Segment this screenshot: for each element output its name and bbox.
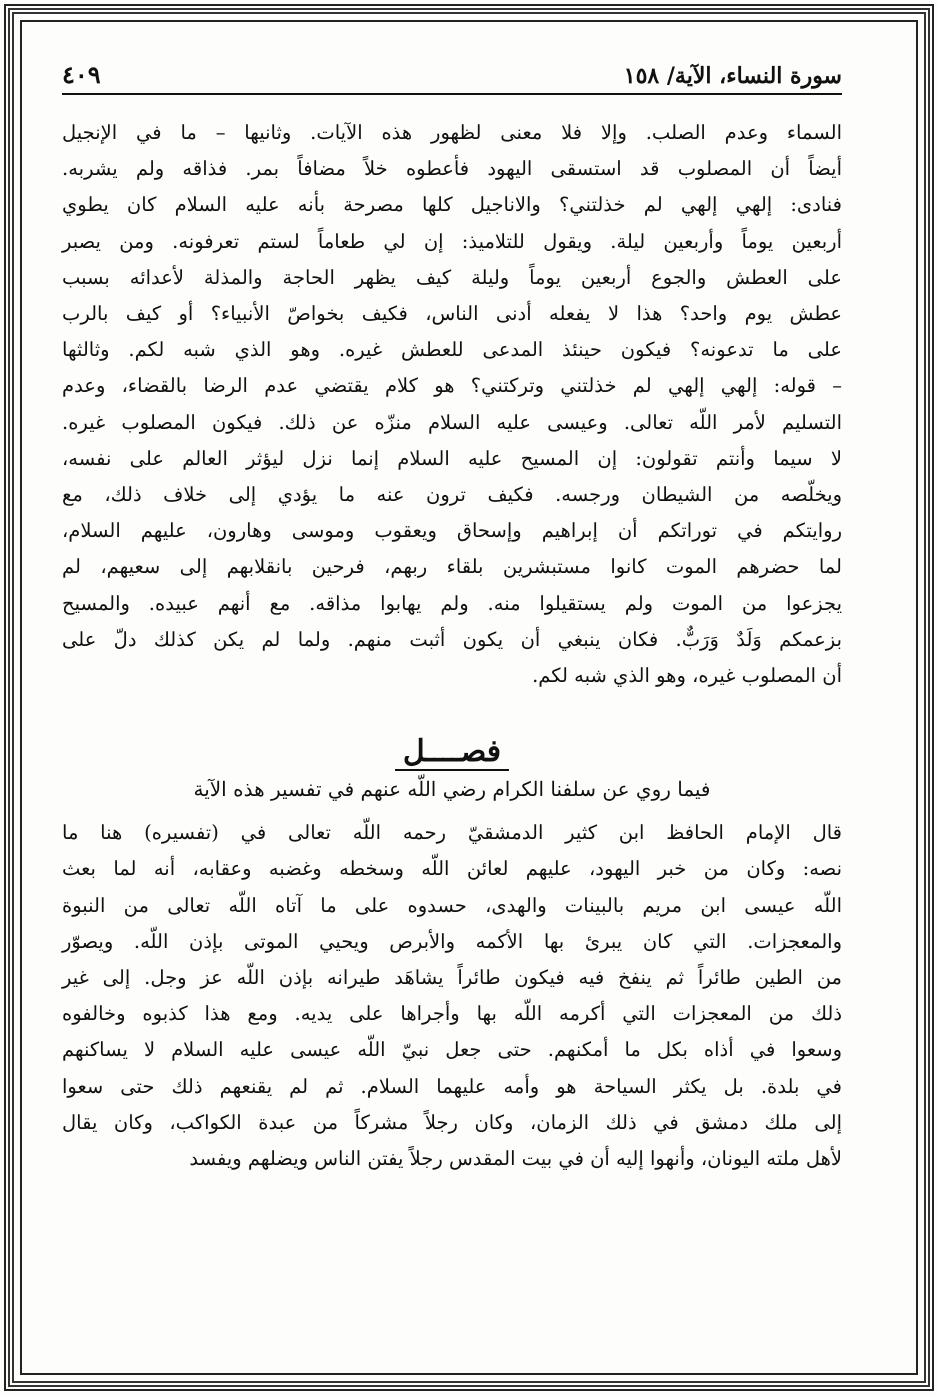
paragraph-2	[62, 815, 842, 1177]
text-line: على العطش والجوع أربعين يوماً وليلة كيف يظهر الحاجة والمذلة لأعدائه بسبب	[62, 265, 842, 289]
text-line: ذلك من المعجزات التي أكرمه اللّه بها وأجراها على يديه. ومع هذا كذبوه وخالفوه	[62, 1002, 842, 1026]
text-line: اللّه عيسى ابن مريم بالبينات والهدى، حسدوه على ما آتاه اللّه تعالى من النبوة	[62, 893, 842, 917]
text-line: بزعمكم وَلَدٌ وَرَبٌّ. فكان ينبغي أن يكون أثبت منهم. ولما لم يكن كذلك دلّ على	[62, 627, 842, 651]
text-line: لأهل ملته اليونان، وأنهوا إليه أن في بيت المقدس رجلاً يفتن الناس ويضلهم ويفسد	[189, 1147, 842, 1171]
text-line: ويخلّصه من الشيطان ورجسه. فكيف ترون عنه ما يؤدي إلى خلاف ذلك، مع	[62, 483, 842, 507]
text-line: يجزعوا من الموت ولم يستقيلوا منه. ولم يهابوا مذاقه. مع أنهم عبيده. والمسيح	[62, 591, 842, 615]
section-title-text: فصــــل	[395, 734, 509, 771]
running-header-title: سورة النساء، الآية/ ١٥٨	[623, 63, 842, 89]
header-rule	[62, 93, 842, 95]
text-line: من الطين طائراً ثم ينفخ فيه فيكون طائراً يشاهَد طيرانه بإذن اللّه عز وجل. إلى غير	[62, 966, 842, 990]
text-line: في بلدة. بل يكثر السياحة هو وأمه عليهما السلام. ثم لم يقنعهم ذلك حتى سعوا	[62, 1074, 842, 1098]
text-line: – قوله: إلهي إلهي لم خذلتني وتركتني؟ هو كلام يقتضي عدم الرضا بالقضاء، وعدم	[62, 374, 842, 398]
text-line: نصه: وكان من خبر اليهود، عليهم لعائن اللّه وسخطه وغضبه وعقابه، أنه لما بعث	[62, 857, 842, 881]
text-line: روايتكم في توراتكم أن إبراهيم وإسحاق ويعقوب وموسى وهارون، عليهم السلام،	[62, 519, 842, 543]
section-subtitle: فيما روي عن سلفنا الكرام رضي اللّه عنهم في تفسير هذه الآية	[193, 777, 711, 802]
page-number: ٤٠٩	[62, 60, 101, 89]
text-line: وسعوا في أذاه بكل ما أمكنهم. حتى جعل نبيّ اللّه عيسى عليه السلام لا يساكنهم	[62, 1038, 842, 1062]
text-line: لا سيما وأنتم تقولون: إن المسيح عليه السلام إنما نزل ليؤثر العالم على نفسه،	[62, 446, 842, 470]
text-line: أن المصلوب غيره، وهو الذي شبه لكم.	[532, 664, 842, 688]
paragraph-1	[62, 115, 842, 694]
section-title	[62, 734, 842, 769]
running-header	[62, 60, 842, 93]
text-line: عطش يوم واحد؟ هذا لا يفعله أدنى الناس، فكيف بخواصّ الأنبياء؟ أو كيف بالرب	[62, 302, 842, 326]
text-line: لما حضرهم الموت كانوا مستبشرين بلقاء ربهم، فرحين بانقلابهم إلى سعيهم، لم	[62, 555, 842, 579]
text-line: قال الإمام الحافظ ابن كثير الدمشقيّ رحمه اللّه تعالى في (تفسيره) هنا ما	[62, 821, 842, 845]
text-line: إلى ملك دمشق في ذلك الزمان، وكان رجلاً مشركاً من عبدة الكواكب، وكان يقال	[62, 1110, 842, 1134]
text-line: التسليم لأمر اللّه تعالى. وعيسى عليه السلام منزّه عن ذلك. فيكون المصلوب غيره.	[62, 410, 842, 434]
text-line: السماء وعدم الصلب. وإلا فلا معنى لظهور هذه الآيات. وثانيها – ما في الإنجيل	[62, 121, 842, 144]
text-line: أربعين يوماً وأربعين ليلة. ويقول للتلاميذ: إن لي طعاماً لستم تعرفونه. ومن يصبر	[62, 229, 842, 253]
text-line: على ما تدعونه؟ فيكون حينئذ المدعى للعطش غيره. وهو الذي شبه لكم. وثالثها	[62, 338, 842, 362]
page-content	[62, 60, 842, 1355]
text-line: فنادى: إلهي إلهي لم خذلتني؟ والاناجيل كلها مصرحة بأنه عليه السلام كان يطوي	[62, 193, 842, 217]
text-line: والمعجزات. التي كان يبرئ بها الأكمه والأبرص ويحيي الموتى بإذن اللّه. ويصوّر	[62, 929, 842, 953]
text-line: أيضاً أن المصلوب قد استسقى اليهود فأعطوه خلاً مضافاً بمر. فذاقه ولم يشربه.	[62, 157, 842, 181]
